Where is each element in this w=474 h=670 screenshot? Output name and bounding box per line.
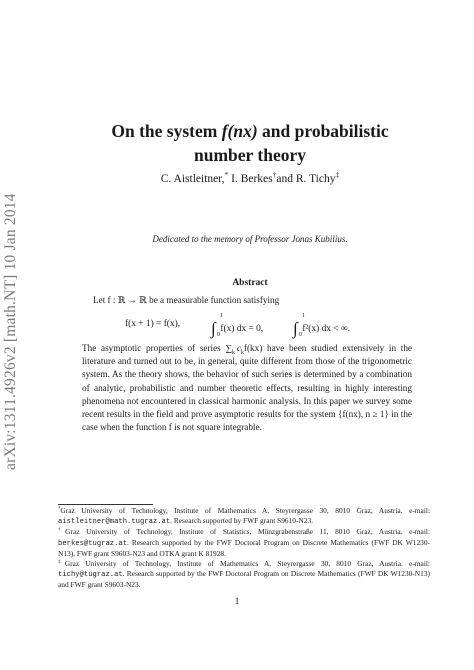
integral-sign: ∫ <box>211 319 216 338</box>
dedication: Dedicated to the memory of Professor Jonas Kubilius. <box>152 234 348 244</box>
email-label: e-mail: <box>409 506 430 515</box>
author-berkes: I. Berkes <box>228 173 273 185</box>
footnotes <box>58 506 430 591</box>
display-equation <box>93 310 411 340</box>
footnote-funding: . Research supported by the FWF Doctoral Program on Discrete Mathematics (FWF DK W1230-N13) and FWF grant S9603-N23. <box>58 569 430 590</box>
email-label: e-mail: <box>409 527 430 537</box>
footnote-mark: † <box>58 527 66 533</box>
integral-sign: ∫ <box>293 319 298 338</box>
equation-periodicity: f(x + 1) = f(x), <box>125 319 181 329</box>
footnote-affiliation: Graz University of Technology, Institute of Statistics, Münzgrabenstraße 11, 8010 Graz, Austria. <box>65 527 403 537</box>
footnote-mark: * <box>58 506 61 512</box>
lower-limit: 0 <box>299 332 302 338</box>
integrand-2: f²(x) dx < ∞. <box>302 324 350 334</box>
coefficient-index: k <box>240 349 244 356</box>
title-line2: number theory <box>194 145 306 165</box>
footnote-affiliation: Graz University of Technology, Institute of Mathematics A, Steyrergasse 30, 8010 Graz, Austria. <box>60 506 403 515</box>
upper-limit: 1 <box>220 313 223 319</box>
email-address[interactable]: berkes@tugraz.at <box>58 539 128 548</box>
footnote-funding: . Research supported by the FWF Doctoral Program on Discrete Mathematics (FWF DK W1230-N13), FWF grant S9603-N23 and OTKA grant K 81928. <box>58 537 430 558</box>
author-tichy: and R. Tichy <box>276 173 336 185</box>
title-line1-math: f(nx) <box>221 121 258 141</box>
paper-title <box>60 119 440 167</box>
footnote-aistleitner <box>58 506 430 527</box>
abstract-heading: Abstract <box>232 278 268 288</box>
arxiv-identifier: arXiv:1311.4926v2 [math.NT] 10 Jan 2014 <box>2 193 19 470</box>
title-line1-suffix: and probabilistic <box>257 121 389 141</box>
integrand-1: f(x) dx = 0, <box>220 324 264 334</box>
author-mark-3: ‡ <box>335 170 340 180</box>
author-mark-2: † <box>272 170 277 180</box>
author-aistleitner: C. Aistleitner, <box>160 173 225 185</box>
footnote-tichy <box>58 559 430 591</box>
lower-limit: 0 <box>217 332 220 338</box>
author-list <box>60 170 440 185</box>
sum-index: k <box>232 349 236 356</box>
email-address[interactable]: aistleitner@math.tugraz.at <box>58 518 171 527</box>
abstract-body <box>82 342 412 434</box>
footnote-berkes <box>58 527 430 559</box>
abstract-body-start: The asymptotic properties of series ∑ <box>82 343 233 353</box>
footnote-mark: ‡ <box>58 559 65 565</box>
abstract-lead: Let f : ℝ → ℝ be a measurable function satisfying <box>93 295 280 305</box>
footnote-rule <box>58 504 153 505</box>
abstract-body-rest: f(kx) have been studied extensively in the literature and turned out to be, in general, quite different from those of the trigonometric system. As the theory shows, the behavior of such series is determined by a combination of analytic, probabilistic and number theoretic effects, resulting in highly interesting phenomena not encountered in classical harmonic analysis. In this paper we survey some recent results in the field and prove asymptotic results for the system {f(nx), n ≥ 1} in the case when the function f is not square integrable. <box>82 343 412 433</box>
upper-limit: 1 <box>302 313 305 319</box>
title-line1-prefix: On the system <box>111 121 222 141</box>
email-label: e-mail: <box>409 559 430 569</box>
author-mark-1: * <box>224 170 229 180</box>
footnote-affiliation: Graz University of Technology, Institute of Mathematics A, Steyrergasse 30, 8010 Graz, Austria. <box>64 559 403 569</box>
page-number: 1 <box>234 597 240 607</box>
equation-mean-zero <box>211 313 264 339</box>
email-address[interactable]: tichy@tugraz.at <box>58 571 123 580</box>
coefficient-c: c <box>236 343 241 353</box>
footnote-funding: . Research supported by FWF grant S9610-N23. <box>170 516 314 526</box>
equation-square-integrable <box>293 313 350 339</box>
